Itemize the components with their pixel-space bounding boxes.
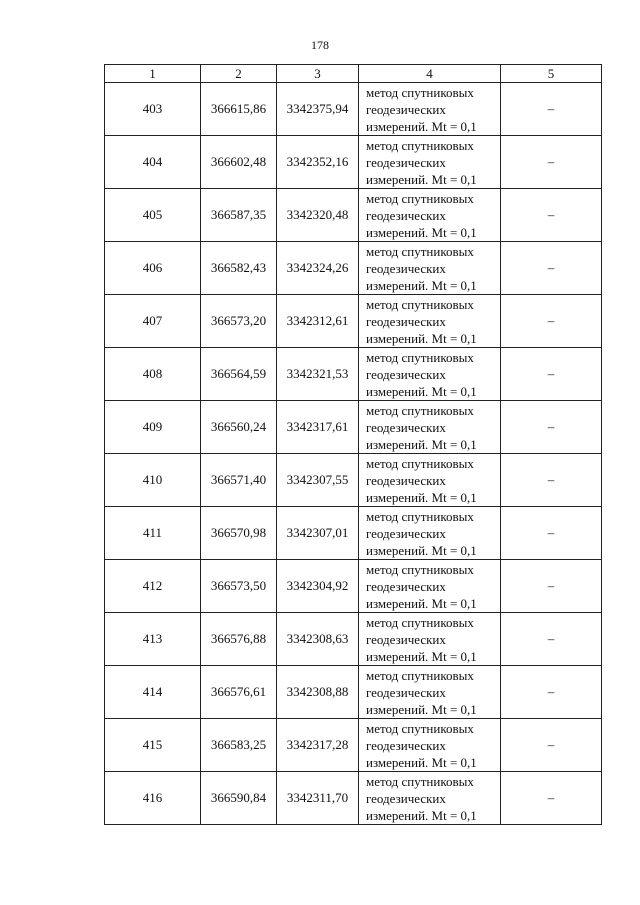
table-row — [105, 666, 602, 719]
x-coordinate-cell: 366570,98 — [201, 507, 277, 560]
y-coordinate-cell: 3342375,94 — [277, 83, 359, 136]
note-cell: – — [501, 507, 602, 560]
x-coordinate-cell: 366602,48 — [201, 136, 277, 189]
method-text-line: измерений. Mt = 0,1 — [366, 648, 477, 664]
point-number-cell: 408 — [105, 348, 201, 401]
method-text-line: метод спутниковых — [366, 190, 474, 206]
method-cell — [359, 83, 501, 136]
y-coordinate-cell: 3342320,48 — [277, 189, 359, 242]
table-row — [105, 348, 602, 401]
method-cell — [359, 613, 501, 666]
method-text-line: измерений. Mt = 0,1 — [366, 171, 477, 187]
method-cell — [359, 666, 501, 719]
method-cell — [359, 560, 501, 613]
y-coordinate-cell: 3342307,55 — [277, 454, 359, 507]
table-row — [105, 136, 602, 189]
method-text-line: измерений. Mt = 0,1 — [366, 489, 477, 505]
method-cell — [359, 136, 501, 189]
column-header: 5 — [501, 65, 602, 83]
y-coordinate-cell: 3342324,26 — [277, 242, 359, 295]
x-coordinate-cell: 366590,84 — [201, 772, 277, 825]
note-cell: – — [501, 772, 602, 825]
method-text-line: метод спутниковых — [366, 296, 474, 312]
method-text-line: метод спутниковых — [366, 667, 474, 683]
table-row — [105, 189, 602, 242]
x-coordinate-cell: 366573,50 — [201, 560, 277, 613]
method-text-line: геодезических — [366, 101, 446, 117]
table-row — [105, 772, 602, 825]
column-header: 4 — [359, 65, 501, 83]
x-coordinate-cell: 366615,86 — [201, 83, 277, 136]
method-cell — [359, 454, 501, 507]
x-coordinate-cell: 366576,88 — [201, 613, 277, 666]
method-cell — [359, 719, 501, 772]
note-cell: – — [501, 348, 602, 401]
x-coordinate-cell: 366571,40 — [201, 454, 277, 507]
x-coordinate-cell: 366564,59 — [201, 348, 277, 401]
y-coordinate-cell: 3342312,61 — [277, 295, 359, 348]
note-cell: – — [501, 189, 602, 242]
method-cell — [359, 242, 501, 295]
method-text-line: измерений. Mt = 0,1 — [366, 701, 477, 717]
point-number-cell: 404 — [105, 136, 201, 189]
method-text-line: геодезических — [366, 472, 446, 488]
method-text-line: метод спутниковых — [366, 402, 474, 418]
note-cell: – — [501, 83, 602, 136]
y-coordinate-cell: 3342317,28 — [277, 719, 359, 772]
method-cell — [359, 772, 501, 825]
method-text-line: метод спутниковых — [366, 614, 474, 630]
column-header: 3 — [277, 65, 359, 83]
column-header: 2 — [201, 65, 277, 83]
method-text-line: геодезических — [366, 684, 446, 700]
table-row — [105, 295, 602, 348]
method-cell — [359, 507, 501, 560]
method-cell — [359, 401, 501, 454]
table-row — [105, 242, 602, 295]
method-text-line: метод спутниковых — [366, 84, 474, 100]
y-coordinate-cell: 3342308,88 — [277, 666, 359, 719]
point-number-cell: 411 — [105, 507, 201, 560]
table-row — [105, 560, 602, 613]
point-number-cell: 409 — [105, 401, 201, 454]
table-row — [105, 719, 602, 772]
header-row — [105, 65, 602, 83]
note-cell: – — [501, 719, 602, 772]
method-text-line: геодезических — [366, 313, 446, 329]
method-text-line: измерений. Mt = 0,1 — [366, 542, 477, 558]
note-cell: – — [501, 136, 602, 189]
note-cell: – — [501, 560, 602, 613]
page-number: 178 — [311, 38, 329, 52]
x-coordinate-cell: 366583,25 — [201, 719, 277, 772]
y-coordinate-cell: 3342311,70 — [277, 772, 359, 825]
method-text-line: метод спутниковых — [366, 455, 474, 471]
table-row — [105, 401, 602, 454]
method-text-line: метод спутниковых — [366, 720, 474, 736]
method-text-line: геодезических — [366, 631, 446, 647]
table-row — [105, 613, 602, 666]
method-text-line: измерений. Mt = 0,1 — [366, 754, 477, 770]
x-coordinate-cell: 366582,43 — [201, 242, 277, 295]
note-cell: – — [501, 454, 602, 507]
method-text-line: геодезических — [366, 154, 446, 170]
method-text-line: измерений. Mt = 0,1 — [366, 595, 477, 611]
method-text-line: измерений. Mt = 0,1 — [366, 330, 477, 346]
point-number-cell: 412 — [105, 560, 201, 613]
x-coordinate-cell: 366576,61 — [201, 666, 277, 719]
method-text-line: измерений. Mt = 0,1 — [366, 383, 477, 399]
note-cell: – — [501, 666, 602, 719]
table-header — [105, 65, 602, 83]
y-coordinate-cell: 3342352,16 — [277, 136, 359, 189]
table-row — [105, 507, 602, 560]
method-cell — [359, 189, 501, 242]
method-text-line: метод спутниковых — [366, 561, 474, 577]
y-coordinate-cell: 3342307,01 — [277, 507, 359, 560]
point-number-cell: 413 — [105, 613, 201, 666]
coordinates-table — [104, 64, 602, 825]
point-number-cell: 403 — [105, 83, 201, 136]
method-text-line: геодезических — [366, 790, 446, 806]
table-row — [105, 454, 602, 507]
method-text-line: геодезических — [366, 737, 446, 753]
point-number-cell: 406 — [105, 242, 201, 295]
method-text-line: геодезических — [366, 525, 446, 541]
point-number-cell: 414 — [105, 666, 201, 719]
y-coordinate-cell: 3342317,61 — [277, 401, 359, 454]
method-text-line: геодезических — [366, 207, 446, 223]
note-cell: – — [501, 613, 602, 666]
method-text-line: метод спутниковых — [366, 349, 474, 365]
method-cell — [359, 295, 501, 348]
x-coordinate-cell: 366587,35 — [201, 189, 277, 242]
y-coordinate-cell: 3342304,92 — [277, 560, 359, 613]
point-number-cell: 407 — [105, 295, 201, 348]
note-cell: – — [501, 401, 602, 454]
point-number-cell: 416 — [105, 772, 201, 825]
method-text-line: геодезических — [366, 260, 446, 276]
column-header: 1 — [105, 65, 201, 83]
note-cell: – — [501, 242, 602, 295]
method-text-line: метод спутниковых — [366, 508, 474, 524]
method-text-line: геодезических — [366, 366, 446, 382]
method-text-line: измерений. Mt = 0,1 — [366, 224, 477, 240]
point-number-cell: 410 — [105, 454, 201, 507]
x-coordinate-cell: 366573,20 — [201, 295, 277, 348]
method-text-line: метод спутниковых — [366, 243, 474, 259]
method-text-line: геодезических — [366, 419, 446, 435]
method-text-line: метод спутниковых — [366, 773, 474, 789]
y-coordinate-cell: 3342321,53 — [277, 348, 359, 401]
x-coordinate-cell: 366560,24 — [201, 401, 277, 454]
method-text-line: измерений. Mt = 0,1 — [366, 436, 477, 452]
method-text-line: измерений. Mt = 0,1 — [366, 277, 477, 293]
point-number-cell: 405 — [105, 189, 201, 242]
table-row — [105, 83, 602, 136]
note-cell: – — [501, 295, 602, 348]
method-text-line: геодезических — [366, 578, 446, 594]
y-coordinate-cell: 3342308,63 — [277, 613, 359, 666]
method-text-line: метод спутниковых — [366, 137, 474, 153]
method-text-line: измерений. Mt = 0,1 — [366, 118, 477, 134]
method-cell — [359, 348, 501, 401]
point-number-cell: 415 — [105, 719, 201, 772]
method-text-line: измерений. Mt = 0,1 — [366, 807, 477, 823]
table-body — [105, 83, 602, 825]
